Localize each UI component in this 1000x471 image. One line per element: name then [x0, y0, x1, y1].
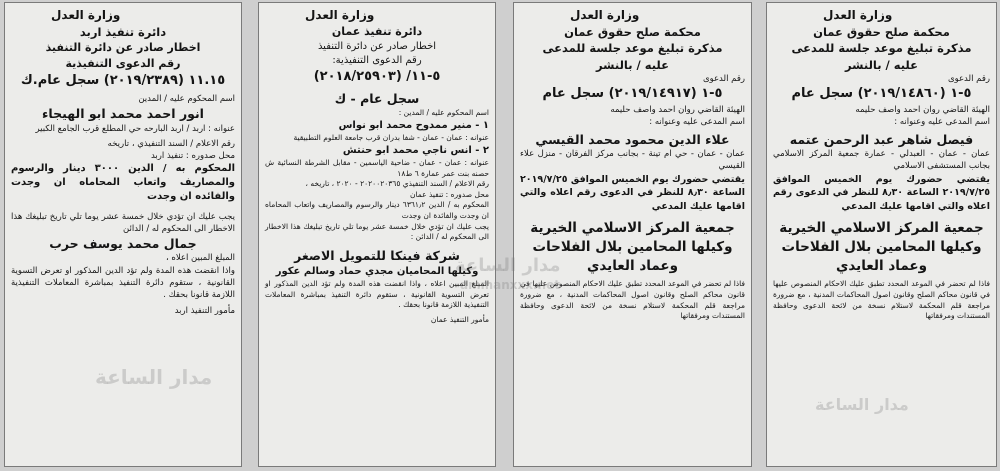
plaintiff-name: جمعية المركز الاسلامي الخيرية: [779, 219, 984, 236]
ministry-heading: وزارة العدل: [823, 8, 893, 22]
creditor-agents: وكيلها المحاميان مجدي حماد وسالم عكور: [275, 265, 479, 277]
plaintiff-name: جمعية المركز الاسلامي الخيرية: [530, 219, 735, 236]
debtor-two-address: عنوانه : عمان - عمان - ضاحية الياسمين - مقابل الشرطة النسائية ش حصنه بنت عمر عمارة ٦ ط١٨: [265, 157, 489, 178]
notice-body: يجب عليك ان تؤدي خلال خمسة عشر يوما تلي تاريخ تبليغك هذا الاخطار الى المحكوم له / الدائن :: [265, 221, 489, 242]
closing-clause: المبلغ المبين اعلاه ، واذا انقضت هذه المدة ولم تؤد الدين المذكور او تعرض التسوية القانونية ، ستقوم دائرة التنفيذ بمباشرة المعاملات التنفيذية اللازمة قانونا بحقك .: [265, 278, 489, 310]
judge-panel: الهيئة القاضي روان احمد واصف حليمه: [855, 104, 990, 115]
court-heading: محكمة صلح حقوق عمان: [564, 25, 701, 40]
watermark-site-name: مدار الساعة: [455, 255, 561, 276]
amount-reference: المبلغ المبين اعلاه ،: [165, 253, 235, 264]
case-number: ٥-١ (٢٠١٩/١٤٩١٧) سجل عام: [542, 86, 723, 102]
case-label: رقم الدعوى: [947, 74, 990, 85]
footer-signature: مأمور التنفيذ عمان: [430, 314, 489, 324]
execution-document: رقم الاعلام / السند التنفيذي ، تاريخه: [107, 138, 235, 149]
case-number: ٥-١ (٢٠١٩/١٤٨٦٠) سجل عام: [791, 86, 972, 102]
plaintiff-agents: وكيلها المحامين بلال الفلاحات: [781, 239, 982, 256]
defendant-name: فيصل شاهر عبد الرحمن عتمه: [789, 131, 974, 147]
notice-title: اخطار صادر عن دائرة التنفيذ: [45, 41, 201, 55]
plaintiff-agents-2: وعماد العايدي: [587, 258, 678, 275]
case-number: ١١.١٥ (٢٠١٩/٢٣٨٩) سجل عام.ك: [20, 72, 226, 88]
memo-title: مذكرة تبليغ موعد جلسة للمدعى: [791, 41, 972, 56]
debtor-one: ١ - منير ممدوح محمد ابو نواس: [338, 119, 489, 131]
defendant-name: علاء الدين محمود محمد القيسي: [535, 131, 730, 147]
ministry-heading: وزارة العدل: [570, 8, 640, 22]
defendant-label: اسم المدعى عليه وعنوانه :: [649, 116, 745, 127]
watermark-url: ammanxxx.net: [460, 278, 560, 292]
notice-amman-court-14860: [766, 2, 997, 467]
debtor-two: ٢ - انس ناجي محمد ابو حنتش: [342, 144, 489, 156]
notice-amman-court-14917: [513, 2, 752, 467]
issue-place: محل صدوره : تنفيذ عمان: [409, 189, 489, 199]
creditor-name: شركة فينكا للتمويل الاصغر: [294, 248, 460, 263]
case-label: رقم الدعوى: [702, 74, 745, 85]
department-heading: دائرة تنفيذ عمان: [331, 25, 423, 39]
plaintiff-agents-2: وعماد العايدي: [836, 258, 927, 275]
debtor-one-address: عنوانه : عمان - عمان - شفا بدران قرب جامعة العلوم التطبيقية: [293, 133, 489, 143]
ministry-heading: وزارة العدل: [305, 8, 375, 22]
plaintiff-agents: وكيلها المحامين بلال الفلاحات: [532, 239, 733, 256]
footer-signature: مأمور التنفيذ اربد: [174, 305, 235, 316]
watermark-site-name-2: مدار الساعة: [95, 365, 213, 389]
defendant-address: عمان - عمان - حي ام تينة - بجانب مركز الفرقان - منزل علاء القيسي: [520, 149, 745, 172]
summons-text: يقتضي حضورك يوم الخميس الموافق ٢٠١٩/٧/٢٥ الساعة ٨٫٣٠ للنظر في الدعوى رقم اعلاه والتي اقامها عليك المدعي: [520, 173, 745, 212]
notice-irbid-execution: [4, 2, 242, 467]
party-label: اسم المحكوم عليه / المدين :: [398, 108, 489, 118]
memo-subtitle: عليه / بالنشر: [596, 57, 669, 72]
debtor-name: انور احمد محمد ابو الهيجاء: [42, 106, 204, 122]
memo-title: مذكرة تبليغ موعد جلسة للمدعى: [542, 41, 723, 56]
judgment-amount: المحكوم به / الدين ٦٣٦١٫٢ دينار والرسوم والمصاريف واتعاب المحاماه ان وجدت والفائدة ان وجدت: [265, 200, 490, 221]
debtor-address: عنوانه : اربد / اربد البارحه حي المطلع قرب الجامع الكبير: [35, 123, 235, 134]
summons-text: يقتضي حضورك يوم الخميس الموافق ٢٠١٩/٧/٢٥ الساعة ٨٫٣٠ للنظر في الدعوى رقم اعلاه والتي اقامها عليك المدعي: [773, 173, 990, 212]
issue-place: محل صدوره : تنفيذ اربد: [150, 150, 235, 161]
watermark-site-name-3: مدار الساعة: [815, 395, 909, 414]
case-number: ٥-١١/ (٢٠١٨/٢٥٩٠٣): [313, 69, 441, 85]
case-label: رقم الدعوى التنفيذية: [65, 56, 181, 70]
party-label: اسم المحكوم عليه / المدين: [138, 94, 235, 105]
memo-subtitle: عليه / بالنشر: [845, 57, 918, 72]
ministry-heading: وزارة العدل: [51, 8, 121, 22]
defendant-address: عمان - عمان - العبدلي - عمارة جمعية المركز الاسلامي بجانب المستشفى الاسلامي: [773, 149, 990, 172]
judge-panel: الهيئة القاضي روان احمد واصف حليمه: [610, 104, 745, 115]
register-label: سجل عام - ك: [334, 91, 420, 107]
defendant-label: اسم المدعى عليه وعنوانه :: [894, 116, 990, 127]
notice-amman-execution: [258, 2, 496, 467]
closing-clause: واذا انقضت هذه المدة ولم تؤد الدين المذكور او تعرض التسوية القانونية ، ستقوم دائرة التنفيذ بمباشرة المعاملات التنفيذية اللازمة قانونا بحقك .: [11, 265, 235, 300]
absence-warning: فاذا لم تحضر في الموعد المحدد تطبق عليك الاحكام المنصوص عليها في قانون محاكم الصلح وقانون اصول المحاكمات المدنية ، مع ضرورة مراجعة قلم المحكمة لاستلام نسخة من لائحة الدعوى وحافظة المستندات ومرفقاتها: [773, 279, 990, 321]
department-heading: دائرة تنفيذ اربد: [79, 25, 167, 40]
notice-body: يجب عليك ان تؤدي خلال خمسة عشر يوما تلي تاريخ تبليغك هذا الاخطار الى المحكوم له / الدائن: [11, 211, 235, 234]
creditor-name: جمال محمد يوسف حرب: [49, 235, 197, 251]
notice-title: اخطار صادر عن دائرة التنفيذ: [317, 40, 437, 52]
execution-document: رقم الاعلام / السند التنفيذي ٢٠٢٠٠٢٠٣٦٥ - ٢٠٢٠ ، تاريخه ،: [305, 179, 489, 189]
court-heading: محكمة صلح حقوق عمان: [813, 25, 950, 40]
judgment-amount: المحكوم به / الدين ٣٠٠٠ دينار والرسوم والمصاريف واتعاب المحاماه ان وجدت والفائده ان وجدت: [11, 163, 235, 203]
absence-warning: فاذا لم تحضر في الموعد المحدد تطبق عليك الاحكام المنصوص عليها في قانون محاكم الصلح وقانون اصول المحاكمات المدنية ، مع ضرورة مراجعة قلم المحكمة لاستلام نسخة من لائحة الدعوى وحافظة المستندات ومرفقاتها: [520, 279, 745, 321]
case-label: رقم الدعوى التنفيذية:: [332, 54, 422, 66]
